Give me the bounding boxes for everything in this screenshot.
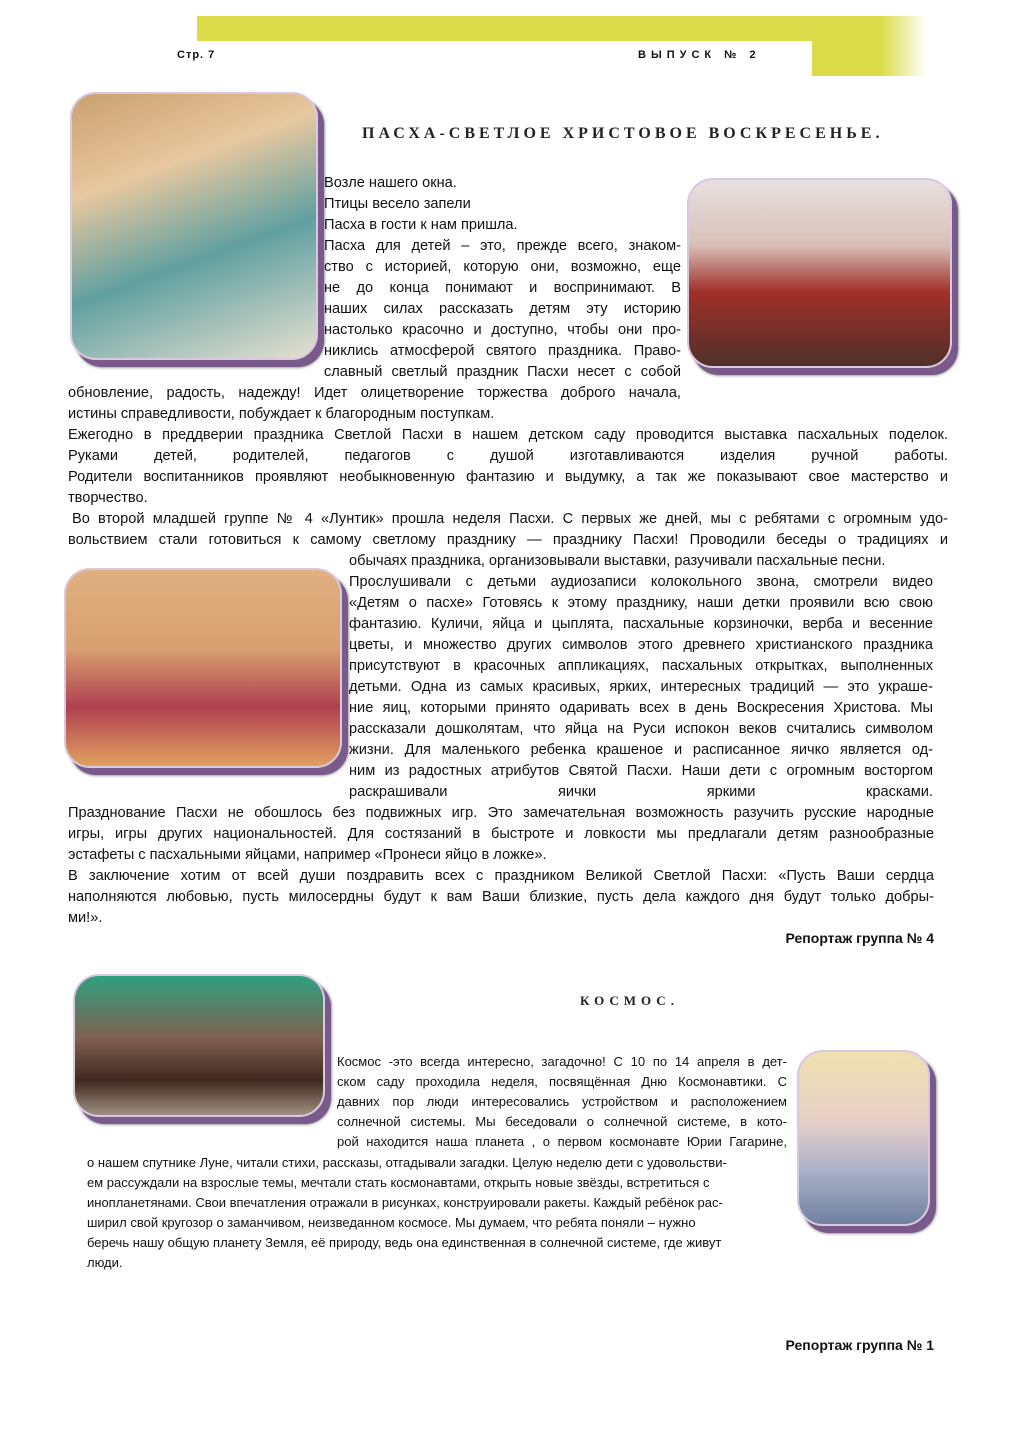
article-title-easter: ПАСХА-СВЕТЛОЕ ХРИСТОВОЕ ВОСКРЕСЕНЬЕ. [362, 125, 884, 142]
text-line: ство с историей, которую они, возможно, еще [324, 259, 681, 275]
text-line: обновление, радость, надежду! Идет олицетворение торжества доброго начала, [68, 385, 681, 401]
text-line: ним из радостных атрибутов Святой Пасхи. Наши дети с огромным восторгом [349, 763, 933, 779]
text-line: Прослушивали с детьми аудиозаписи колокольного звона, смотрели видео [349, 574, 933, 590]
text-line: Возле нашего окна. [324, 175, 457, 191]
text-line: не до конца понимают и воспринимают. В [324, 280, 681, 296]
photo-space-exhibition [73, 974, 325, 1117]
signature-easter: Репортаж группа № 4 [785, 930, 934, 946]
text-line: славный светлый праздник Пасхи несет с собой [324, 364, 681, 380]
text-line: истины справедливости, побуждает к благородным поступкам. [68, 406, 495, 422]
text-line: Родители воспитанников проявляют необыкновенную фантазию и выдумку, а так же показывают свое мастерство и [68, 469, 948, 485]
text-line: ем рассуждали на взрослые темы, мечтали стать космонавтами, открыть новые звёзды, встретиться с [87, 1175, 710, 1190]
text-line: рой находится наша планета , о первом космонавте Юрии Гагарине, [337, 1134, 787, 1149]
header-band-cut [197, 41, 812, 81]
text-line: никлись атмосферой святого праздника. Право- [324, 343, 681, 359]
header-band-tab [812, 16, 927, 76]
text-line: эстафеты с пасхальными яйцами, например «Пронеси яйцо в ложке». [68, 847, 547, 863]
text-line: беречь нашу общую планету Земля, её природу, ведь она единственная в солнечной системе, где живут [87, 1235, 722, 1250]
text-line: Празднование Пасхи не обошлось без подвижных игр. Это замечательная возможность разучить русские народные [68, 805, 934, 821]
text-line: В заключение хотим от всей души поздравить всех с праздником Великой Светлой Пасхи: «Пусть Ваши сердца [68, 868, 934, 884]
text-line: присутствуют в красочных аппликациях, пасхальных открытках, выполненных [349, 658, 933, 674]
text-line: вольствием стали готовиться к самому светлому празднику — празднику Пасхи! Проводили беседы о традициях и [68, 532, 948, 548]
text-line: обычаях праздника, организовывали выставки, разучивали пасхальные песни. [349, 553, 886, 569]
text-line: Космос -это всегда интересно, загадочно! С 10 по 14 апреля в дет- [337, 1054, 787, 1069]
text-line: рассказали дошколятам, что яйца на Руси испокон веков считались символом [349, 721, 933, 737]
text-line: жизни. Для маленького ребенка крашеное и расписанное яичко является од- [349, 742, 933, 758]
text-line: детьми. Одна из самых красивых, ярких, интересных традиций — это украше- [349, 679, 933, 695]
photo-children-easter-crafts [70, 92, 318, 360]
text-line: солнечной системы. Мы беседовали о солнечной системе, в кото- [337, 1114, 787, 1129]
text-line: раскрашивали яички яркими красками. [349, 784, 933, 800]
text-line: давних пор люди интересовались устройством и расположением [337, 1094, 787, 1109]
text-line: ском саду проходила неделя, посвящённая Дню Космонавтики. С [337, 1074, 787, 1089]
photo-assembly-hall [687, 178, 952, 368]
text-line: настолько красочно и доступно, чтобы они про- [324, 322, 681, 338]
text-line: Ежегодно в преддверии праздника Светлой Пасхи в нашем детском саду проводится выставка пасхальных поделок. [68, 427, 948, 443]
text-line: инопланетянами. Свои впечатления отражали в рисунках, конструировали ракеты. Каждый ребёнок рас- [87, 1195, 723, 1210]
text-line: наполняются любовью, пусть милосердны будут к вам Ваши близкие, пусть дела каждого дня будут только добры- [68, 889, 934, 905]
text-line: Пасха для детей – это, прежде всего, знаком- [324, 238, 681, 254]
text-line: Во второй младшей группе № 4 «Лунтик» прошла неделя Пасхи. С первых же дней, мы с ребятами с огромным удо- [72, 511, 948, 527]
text-line: люди. [87, 1255, 123, 1270]
text-line: творчество. [68, 490, 148, 506]
photo-children-space-drawings [797, 1050, 930, 1226]
article-title-space: КОСМОС. [580, 993, 679, 1008]
photo-group-children [64, 568, 342, 768]
text-line: игры, игры других национальностей. Для состязаний в быстроте и ловкости мы предлагали детям разнообразные [68, 826, 934, 842]
text-line: фантазию. Куличи, яйца и цыплята, пасхальные корзиночки, верба и весенние [349, 616, 933, 632]
text-line: Пасха в гости к нам пришла. [324, 217, 518, 233]
page-number: Стр. 7 [177, 49, 216, 61]
text-line: «Детям о пасхе» Готовясь к этому празднику, наши детки проявили всю свою [349, 595, 933, 611]
text-line: ми!». [68, 910, 103, 926]
text-line: Руками детей, родителей, педагогов с душой изготавливаются изделия ручной работы. [68, 448, 948, 464]
text-line: цветы, и множество других символов этого древнего христианского праздника [349, 637, 933, 653]
text-line: ширил свой кругозор о заманчивом, неизведанном космосе. Мы думаем, что ребята поняли – нужно [87, 1215, 696, 1230]
text-line: Птицы весело запели [324, 196, 471, 212]
issue-number: ВЫПУСК № 2 [638, 49, 761, 61]
signature-space: Репортаж группа № 1 [785, 1337, 934, 1353]
text-line: ние яиц, которыми принято одаривать всех в день Воскресения Христова. Мы [349, 700, 933, 716]
text-line: наших силах рассказать детям эту историю [324, 301, 681, 317]
text-line: о нашем спутнике Луне, читали стихи, рассказы, отгадывали загадки. Целую неделю дети с удовольстви- [87, 1155, 727, 1170]
